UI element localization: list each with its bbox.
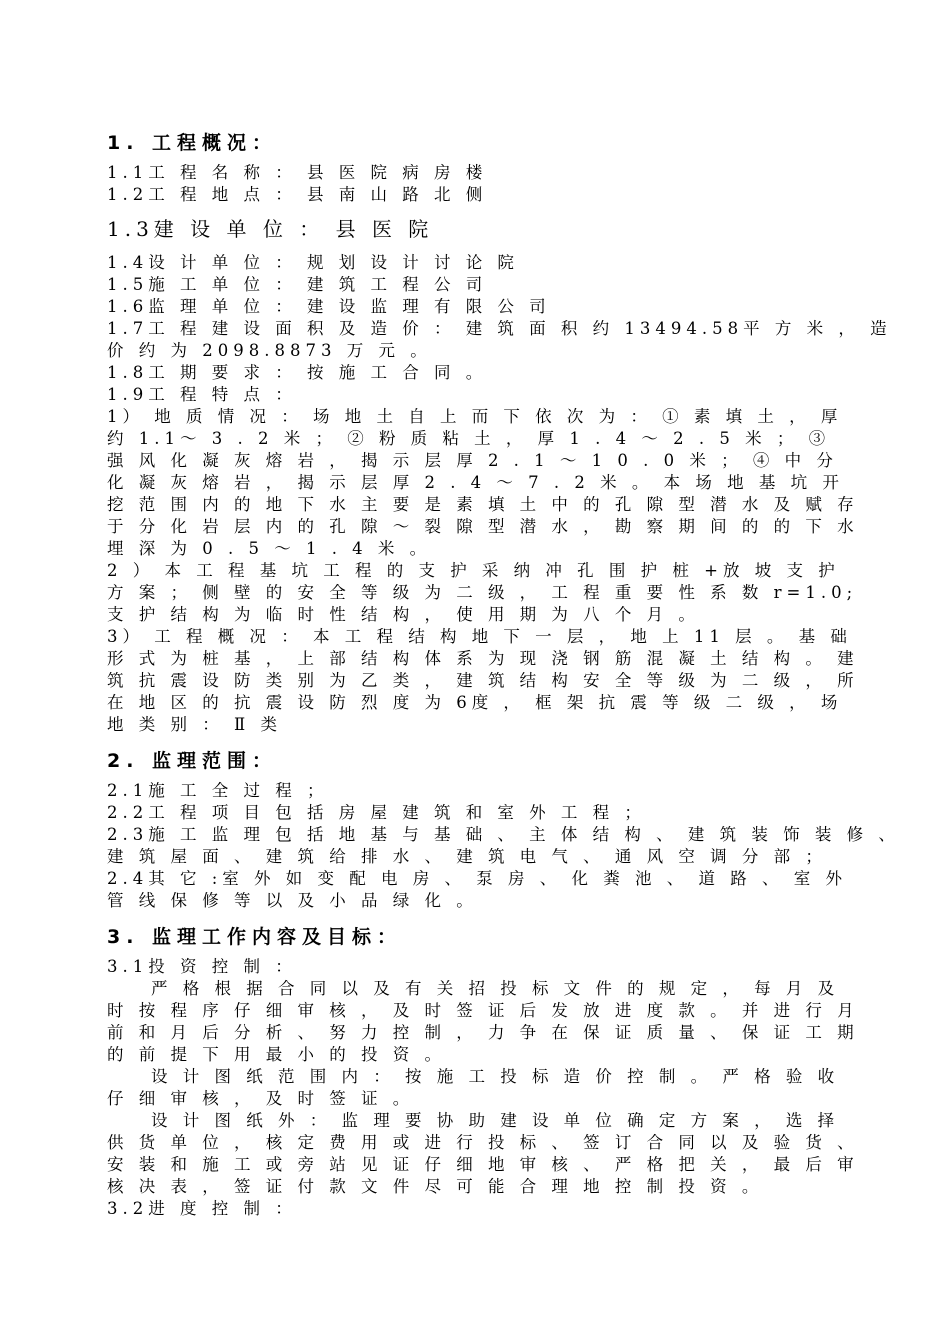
design-unit-line: 1.4设 计 单 位 ： 规 划 设 计 讨 论 院 (107, 253, 519, 272)
geology-text-line: 1） 地 质 情 况 ： 场 地 土 自 上 而 下 依 次 为 ： ① 素 填 土 ， 厚 (107, 407, 843, 426)
work-text-line: 仔 细 审 核 ， 及 时 签 证 。 (107, 1089, 415, 1108)
supervision-unit-line: 1.6监 理 单 位 ： 建 设 监 理 有 限 公 司 (107, 297, 551, 316)
geology-text-line: 强 风 化 凝 灰 熔 岩 ， 揭 示 层 厚 2 . 1 ～ 1 0 . 0 米 ； ④ 中 分 (107, 451, 838, 470)
structure-text-line: 地 类 别 ： Ⅱ 类 (107, 715, 282, 734)
geology-text-line: 埋 深 为 0 . 5 ～ 1 . 4 米 。 (107, 539, 432, 558)
structure-text-line: 筑 抗 震 设 防 类 别 为 乙 类 ， 建 筑 结 构 安 全 等 级 为 二 级 ， 所 (107, 671, 859, 690)
section-heading-scope: 2. 监理范围： (107, 750, 278, 772)
area-cost-line-cont: 价 约 为 2098.8873 万 元 。 (107, 341, 432, 360)
construction-unit-line: 1.5施 工 单 位 ： 建 筑 工 程 公 司 (107, 275, 488, 294)
structure-text-line: 形 式 为 桩 基 ， 上 部 结 构 体 系 为 现 浇 钢 筋 混 凝 土 结 构 。 建 (107, 649, 859, 668)
schedule-control-line: 3.2进 度 控 制 ： (107, 1199, 297, 1218)
geology-text-line: 约 1.1～ 3 . 2 米 ； ② 粉 质 粘 土 ， 厚 1 . 4 ～ 2 . 5 米 ； ③ (107, 429, 831, 448)
scope-text-line: 管 线 保 修 等 以 及 小 品 绿 化 。 (107, 891, 478, 910)
structure-text-line: 3） 工 程 概 况 ： 本 工 程 结 构 地 下 一 层 ， 地 上 11 层 。 基 础 (107, 627, 852, 646)
work-text-line: 设 计 图 纸 外 ： 监 理 要 协 助 建 设 单 位 确 定 方 案 ， 选 择 (151, 1111, 840, 1130)
geology-text-line: 化 凝 灰 熔 岩 ， 揭 示 层 厚 2 . 4 ～ 7 . 2 米 。 本 场 地 基 坑 开 (107, 473, 844, 492)
work-text-line: 安 装 和 施 工 或 旁 站 见 证 仔 细 地 审 核 、 严 格 把 关 ， 最 后 审 (107, 1155, 859, 1174)
section-heading-overview: 1. 工程概况： (107, 132, 278, 154)
work-text-line: 时 按 程 序 仔 细 审 核 ， 及 时 签 证 后 发 放 进 度 款 。 并 进 行 月 (107, 1001, 859, 1020)
scope-text-line: 2.4其 它 :室 外 如 变 配 电 房 、 泵 房 、 化 粪 池 、 道 路 、 室 外 (107, 869, 847, 888)
project-name-line: 1.1工 程 名 称 ： 县 医 院 病 房 楼 (107, 163, 488, 182)
support-text-line: 方 案 ； 侧 壁 的 安 全 等 级 为 二 级 ， 工 程 重 要 性 系 数 r=1.0; (107, 583, 858, 602)
area-cost-line: 1.7工 程 建 设 面 积 及 造 价 ： 建 筑 面 积 约 13494.58平 方 米 ， 造 (107, 319, 892, 338)
schedule-line: 1.8工 期 要 求 ： 按 施 工 合 同 。 (107, 363, 488, 382)
features-line: 1.9工 程 特 点 ： (107, 385, 297, 404)
work-text-line: 设 计 图 纸 范 围 内 ： 按 施 工 投 标 造 价 控 制 。 严 格 验 收 (151, 1067, 840, 1086)
support-text-line: 2 ） 本 工 程 基 坑 工 程 的 支 护 采 纳 冲 孔 围 护 桩 +放 坡 支 护 (107, 561, 840, 580)
work-text-line: 核 决 表 ， 签 证 付 款 文 件 尽 可 能 合 理 地 控 制 投 资 。 (107, 1177, 764, 1196)
work-text-line: 供 货 单 位 ， 核 定 费 用 或 进 行 投 标 、 签 订 合 同 以 及 验 货 、 (107, 1133, 859, 1152)
geology-text-line: 于 分 化 岩 层 内 的 孔 隙 ～ 裂 隙 型 潜 水 ， 勘 察 期 间 的 的 下 水 (107, 517, 859, 536)
owner-unit-line: 1.3建 设 单 位 ： 县 医 院 (107, 217, 434, 241)
work-text-line: 严 格 根 据 合 同 以 及 有 关 招 投 标 文 件 的 规 定 ， 每 月 及 (151, 979, 840, 998)
section-heading-work-content: 3. 监理工作内容及目标： (107, 926, 403, 948)
scope-text-line: 2.1施 工 全 过 程 ； (107, 781, 329, 800)
scope-text-line: 2.3施 工 监 理 包 括 地 基 与 基 础 、 主 体 结 构 、 建 筑 装 饰 装 修 、 (107, 825, 900, 844)
scope-text-line: 2.2工 程 项 目 包 括 房 屋 建 筑 和 室 外 工 程 ； (107, 803, 646, 822)
geology-text-line: 挖 范 围 内 的 地 下 水 主 要 是 素 填 土 中 的 孔 隙 型 潜 水 及 赋 存 (107, 495, 859, 514)
work-text-line: 前 和 月 后 分 析 、 努 力 控 制 ， 力 争 在 保 证 质 量 、 保 证 工 期 (107, 1023, 859, 1042)
structure-text-line: 在 地 区 的 抗 震 设 防 烈 度 为 6度 ， 框 架 抗 震 等 级 二 级 ， 场 (107, 693, 843, 712)
scope-text-line: 建 筑 屋 面 、 建 筑 给 排 水 、 建 筑 电 气 、 通 风 空 调 分 部 ； (107, 847, 827, 866)
support-text-line: 支 护 结 构 为 临 时 性 结 构 ， 使 用 期 为 八 个 月 。 (107, 605, 700, 624)
investment-control-line: 3.1投 资 控 制 ： (107, 957, 297, 976)
project-location-line: 1.2工 程 地 点 ： 县 南 山 路 北 侧 (107, 185, 488, 204)
document-page (107, 128, 900, 1220)
work-text-line: 的 前 提 下 用 最 小 的 投 资 。 (107, 1045, 446, 1064)
